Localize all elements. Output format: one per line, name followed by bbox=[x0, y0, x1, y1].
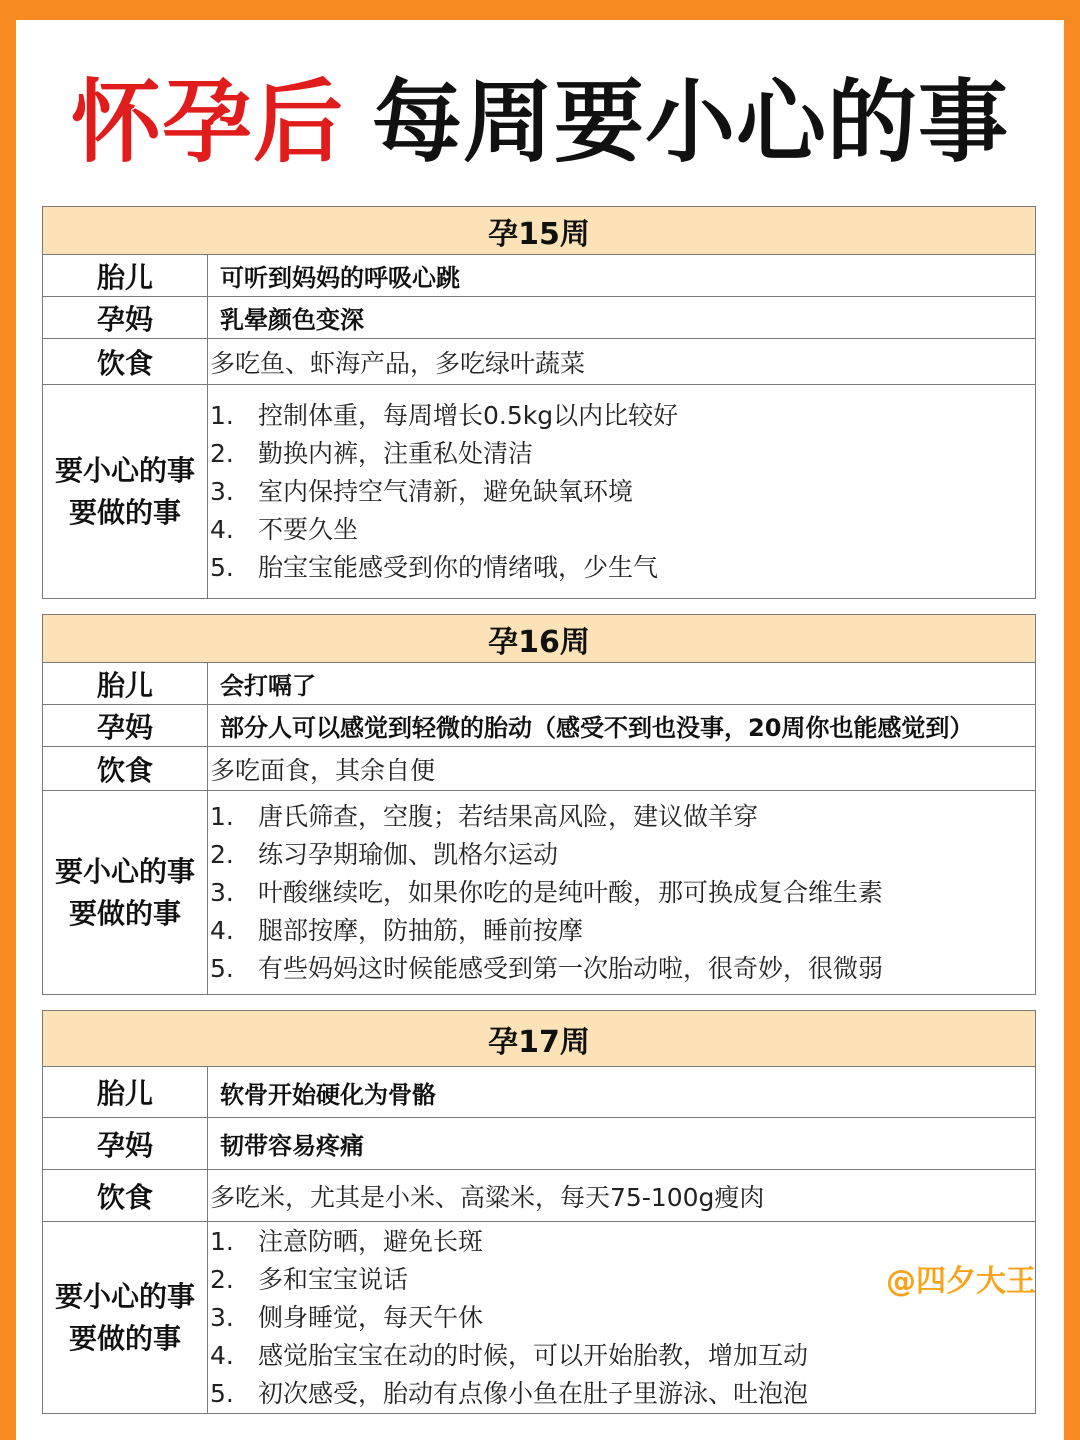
item-number: 1. bbox=[210, 801, 234, 831]
list-item bbox=[208, 511, 1035, 549]
list-item bbox=[208, 1375, 1035, 1413]
list-item bbox=[208, 798, 1035, 836]
list-item bbox=[208, 473, 1035, 511]
fetus-value: 软骨开始硬化为骨骼 bbox=[208, 1067, 1036, 1118]
item-text: 唐氏筛查，空腹；若结果高风险，建议做羊穿 bbox=[258, 801, 759, 831]
diet-label: 饮食 bbox=[43, 747, 208, 791]
week-table-17 bbox=[42, 1010, 1036, 1414]
fetus-value: 可听到妈妈的呼吸心跳 bbox=[208, 255, 1036, 297]
item-text: 多和宝宝说话 bbox=[258, 1264, 409, 1294]
mother-value: 部分人可以感觉到轻微的胎动（感受不到也没事，20周你也能感觉到） bbox=[208, 705, 1036, 747]
care-label-line2: 要做的事 bbox=[68, 495, 181, 529]
list-item bbox=[208, 912, 1035, 950]
item-number: 5. bbox=[210, 1378, 234, 1408]
item-text: 有些妈妈这时候能感受到第一次胎动啦，很奇妙，很微弱 bbox=[258, 953, 884, 983]
mother-value: 乳晕颜色变深 bbox=[208, 297, 1036, 339]
mother-value: 韧带容易疼痛 bbox=[208, 1118, 1036, 1170]
item-number: 1. bbox=[210, 400, 234, 430]
care-list bbox=[208, 1222, 1036, 1414]
week-header: 孕16周 bbox=[43, 615, 1036, 663]
fetus-label: 胎儿 bbox=[43, 663, 208, 705]
item-text: 侧身睡觉，每天午休 bbox=[258, 1302, 484, 1332]
item-number: 1. bbox=[210, 1226, 234, 1256]
fetus-label: 胎儿 bbox=[43, 255, 208, 297]
author-watermark: @四夕大王 bbox=[886, 1264, 1036, 1299]
item-text: 控制体重，每周增长0.5kg以内比较好 bbox=[258, 400, 679, 430]
list-item bbox=[208, 435, 1035, 473]
item-number: 5. bbox=[210, 953, 234, 983]
fetus-label: 胎儿 bbox=[43, 1067, 208, 1118]
item-number: 3. bbox=[210, 1302, 234, 1332]
list-item bbox=[208, 950, 1035, 988]
fetus-value: 会打嗝了 bbox=[208, 663, 1036, 705]
item-number: 4. bbox=[210, 514, 234, 544]
mother-label: 孕妈 bbox=[43, 297, 208, 339]
item-number: 4. bbox=[210, 1340, 234, 1370]
item-text: 注意防晒，避免长斑 bbox=[258, 1226, 484, 1256]
diet-label: 饮食 bbox=[43, 339, 208, 385]
care-list bbox=[208, 791, 1036, 995]
item-number: 2. bbox=[210, 1264, 234, 1294]
item-number: 4. bbox=[210, 915, 234, 945]
item-text: 不要久坐 bbox=[258, 514, 359, 544]
item-number: 5. bbox=[210, 552, 234, 582]
item-text: 腿部按摩，防抽筋，睡前按摩 bbox=[258, 915, 584, 945]
list-item bbox=[208, 836, 1035, 874]
page-title bbox=[16, 68, 1064, 178]
list-item bbox=[208, 549, 1035, 587]
title-black: 每周要小心的事 bbox=[372, 70, 1009, 175]
list-item bbox=[208, 874, 1035, 912]
diet-value: 多吃面食，其余自便 bbox=[208, 747, 1036, 791]
care-label-line2: 要做的事 bbox=[68, 896, 181, 930]
page-sheet bbox=[16, 20, 1064, 1440]
item-text: 练习孕期瑜伽、凯格尔运动 bbox=[258, 839, 559, 869]
diet-value: 多吃鱼、虾海产品，多吃绿叶蔬菜 bbox=[208, 339, 1036, 385]
mother-label: 孕妈 bbox=[43, 705, 208, 747]
item-number: 2. bbox=[210, 839, 234, 869]
item-text: 勤换内裤，注重私处清洁 bbox=[258, 438, 534, 468]
care-label bbox=[43, 385, 208, 599]
title-red: 怀孕后 bbox=[71, 70, 344, 175]
care-label bbox=[43, 1222, 208, 1414]
week-header: 孕17周 bbox=[43, 1011, 1036, 1067]
item-text: 感觉胎宝宝在动的时候，可以开始胎教，增加互动 bbox=[258, 1340, 809, 1370]
week-header: 孕15周 bbox=[43, 207, 1036, 255]
item-number: 2. bbox=[210, 438, 234, 468]
care-label-line1: 要小心的事 bbox=[54, 1279, 195, 1313]
diet-label: 饮食 bbox=[43, 1170, 208, 1222]
week-table-16 bbox=[42, 614, 1036, 995]
list-item bbox=[208, 1337, 1035, 1375]
item-text: 叶酸继续吃，如果你吃的是纯叶酸，那可换成复合维生素 bbox=[258, 877, 884, 907]
item-number: 3. bbox=[210, 877, 234, 907]
care-label-line1: 要小心的事 bbox=[54, 854, 195, 888]
item-text: 胎宝宝能感受到你的情绪哦，少生气 bbox=[258, 552, 659, 582]
diet-value: 多吃米，尤其是小米、高粱米，每天75-100g瘦肉 bbox=[208, 1170, 1036, 1222]
item-text: 初次感受，胎动有点像小鱼在肚子里游泳、吐泡泡 bbox=[258, 1378, 809, 1408]
week-table-15 bbox=[42, 206, 1036, 599]
item-number: 3. bbox=[210, 476, 234, 506]
care-label-line1: 要小心的事 bbox=[54, 453, 195, 487]
care-list bbox=[208, 385, 1036, 599]
item-text: 室内保持空气清新，避免缺氧环境 bbox=[258, 476, 634, 506]
care-label bbox=[43, 791, 208, 995]
care-label-line2: 要做的事 bbox=[68, 1321, 181, 1355]
list-item bbox=[208, 1299, 1035, 1337]
mother-label: 孕妈 bbox=[43, 1118, 208, 1170]
list-item bbox=[208, 397, 1035, 435]
list-item bbox=[208, 1223, 1035, 1261]
